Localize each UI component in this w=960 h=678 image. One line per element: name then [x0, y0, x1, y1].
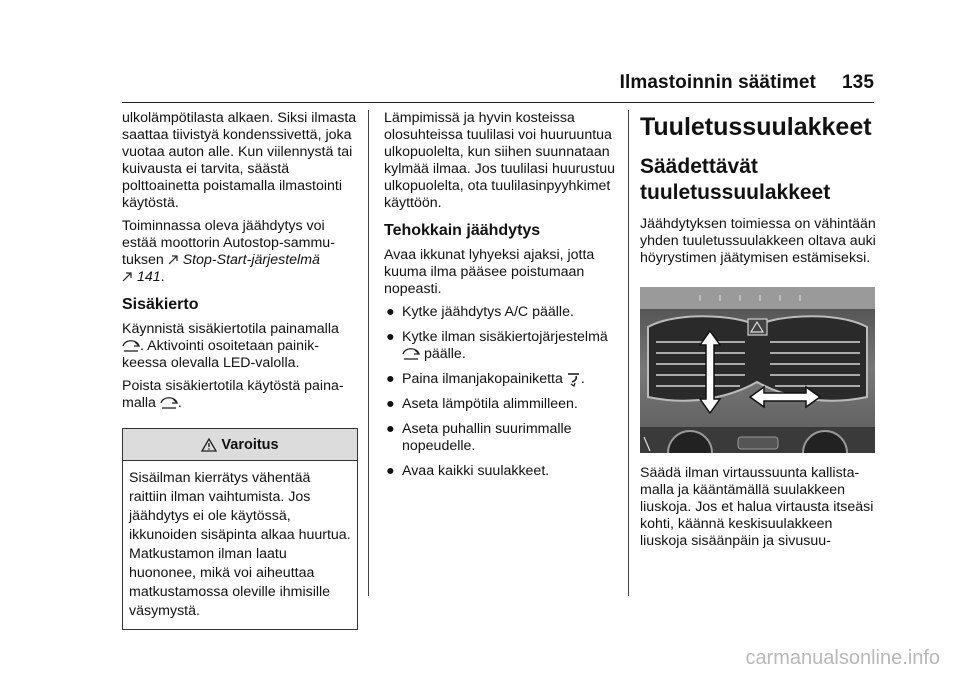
- air-distribution-icon: [567, 371, 581, 387]
- warning-body: Sisäilman kierrätys vähentää raittiin ilman vaihtumista. Jos jäähdytys ei ole käytössä, ikkunoiden sisäpinta alkaa huurtua. Matkustamon ilman laatu huononee, mikä voi aiheuttaa matkustamossa oleville ihmisille väsymystä.: [129, 470, 351, 619]
- reference-arrow-icon: [168, 255, 179, 266]
- paragraph: Jäähdytyksen toimiessa on vähintään yhden tuuletussuulakkeen oltava auki höyrystimen jäätymisen estämiseksi.: [640, 216, 876, 266]
- section-heading-max-cooling: Tehokkain jäähdytys: [384, 222, 541, 239]
- page-number: 135: [841, 72, 874, 93]
- list-item: ● Avaa kaikki suulakkeet.: [386, 463, 550, 479]
- list-item: ● Paina ilmanjakopainiketta .: [386, 371, 585, 387]
- list-item: ● Kytke jäähdytys A/C päälle.: [386, 304, 574, 320]
- watermark: carmanualsonline.info: [745, 647, 940, 669]
- paragraph: Avaa ikkunat lyhyeksi ajaksi, jotta kuuma ilma pääsee poistumaan nopeasti.: [384, 247, 595, 297]
- instruction-list: [384, 304, 620, 480]
- list-item: ● Aseta lämpötila alimmilleen.: [386, 396, 578, 412]
- column-divider: [628, 110, 629, 596]
- warning-box: [122, 428, 358, 630]
- column-2: [384, 110, 620, 488]
- paragraph: ulkolämpötilasta alkaen. Siksi ilmasta saattaa tiivistyä kondenssivettä, joka vuotaa auton alle. Kun viilennystä tai kuivausta ei tarvita, säästä polttoainetta poistamalla ilmastointi käytöstä.: [122, 110, 357, 211]
- column-1: [122, 110, 358, 630]
- recirculation-icon: [122, 340, 140, 352]
- list-item: ● Kytke ilman sisäkiertojärjestelmä päälle.: [386, 329, 608, 362]
- stop-start-link[interactable]: Stop-Start-järjestelmä: [182, 252, 320, 268]
- section-heading-adjustable-vents: Säädettävät tuuletussuulakkeet: [640, 155, 831, 204]
- header-rule: [122, 102, 874, 103]
- paragraph: Poista sisäkiertotila käytöstä painamalla .: [122, 378, 344, 411]
- recirculation-icon: [402, 348, 420, 360]
- section-heading-recirculation: Sisäkierto: [122, 296, 199, 313]
- list-item: ● Aseta puhallin suurimmalle nopeudelle.: [386, 421, 572, 454]
- reference-arrow-icon: [122, 272, 133, 283]
- paragraph: Käynnistä sisäkiertotila painamalla . Aktivointi osoitetaan painikkeessa olevalla LED-valolla.: [122, 321, 339, 371]
- air-vent-photo: [640, 287, 875, 453]
- warning-title: Varoitus: [123, 429, 357, 461]
- column-3: [640, 110, 876, 556]
- paragraph: Säädä ilman virtaussuunta kallistamalla ja kääntämällä suulakkeen liuskoja. Jos et halua virtausta itseäsi kohti, käännä keskisuulakkeen liuskoja sisäänpäin ja sivusuu-: [640, 465, 874, 549]
- page-reference-link[interactable]: 141: [136, 269, 161, 285]
- chapter-heading: Tuuletussuulakkeet: [640, 113, 872, 141]
- recirculation-icon: [160, 397, 178, 409]
- paragraph-autostop: Toiminnassa oleva jäähdytys voi estää moottorin Autostop-sammutuksen Stop-Start-järjestelmä 141.: [122, 218, 335, 285]
- column-divider: [368, 110, 369, 596]
- paragraph: Lämpimissä ja hyvin kosteissa olosuhteissa tuulilasi voi huuruuntua ulkopuolelta, kun siihen suunnataan kylmää ilmaa. Jos tuulilasi huurustuu ulkopuolelta, ota tuulilasinpyyhkimet käyttöön.: [384, 110, 616, 211]
- warning-triangle-icon: [201, 438, 217, 452]
- header-title: Ilmastoinnin säätimet: [619, 72, 816, 93]
- page-header: [620, 72, 874, 94]
